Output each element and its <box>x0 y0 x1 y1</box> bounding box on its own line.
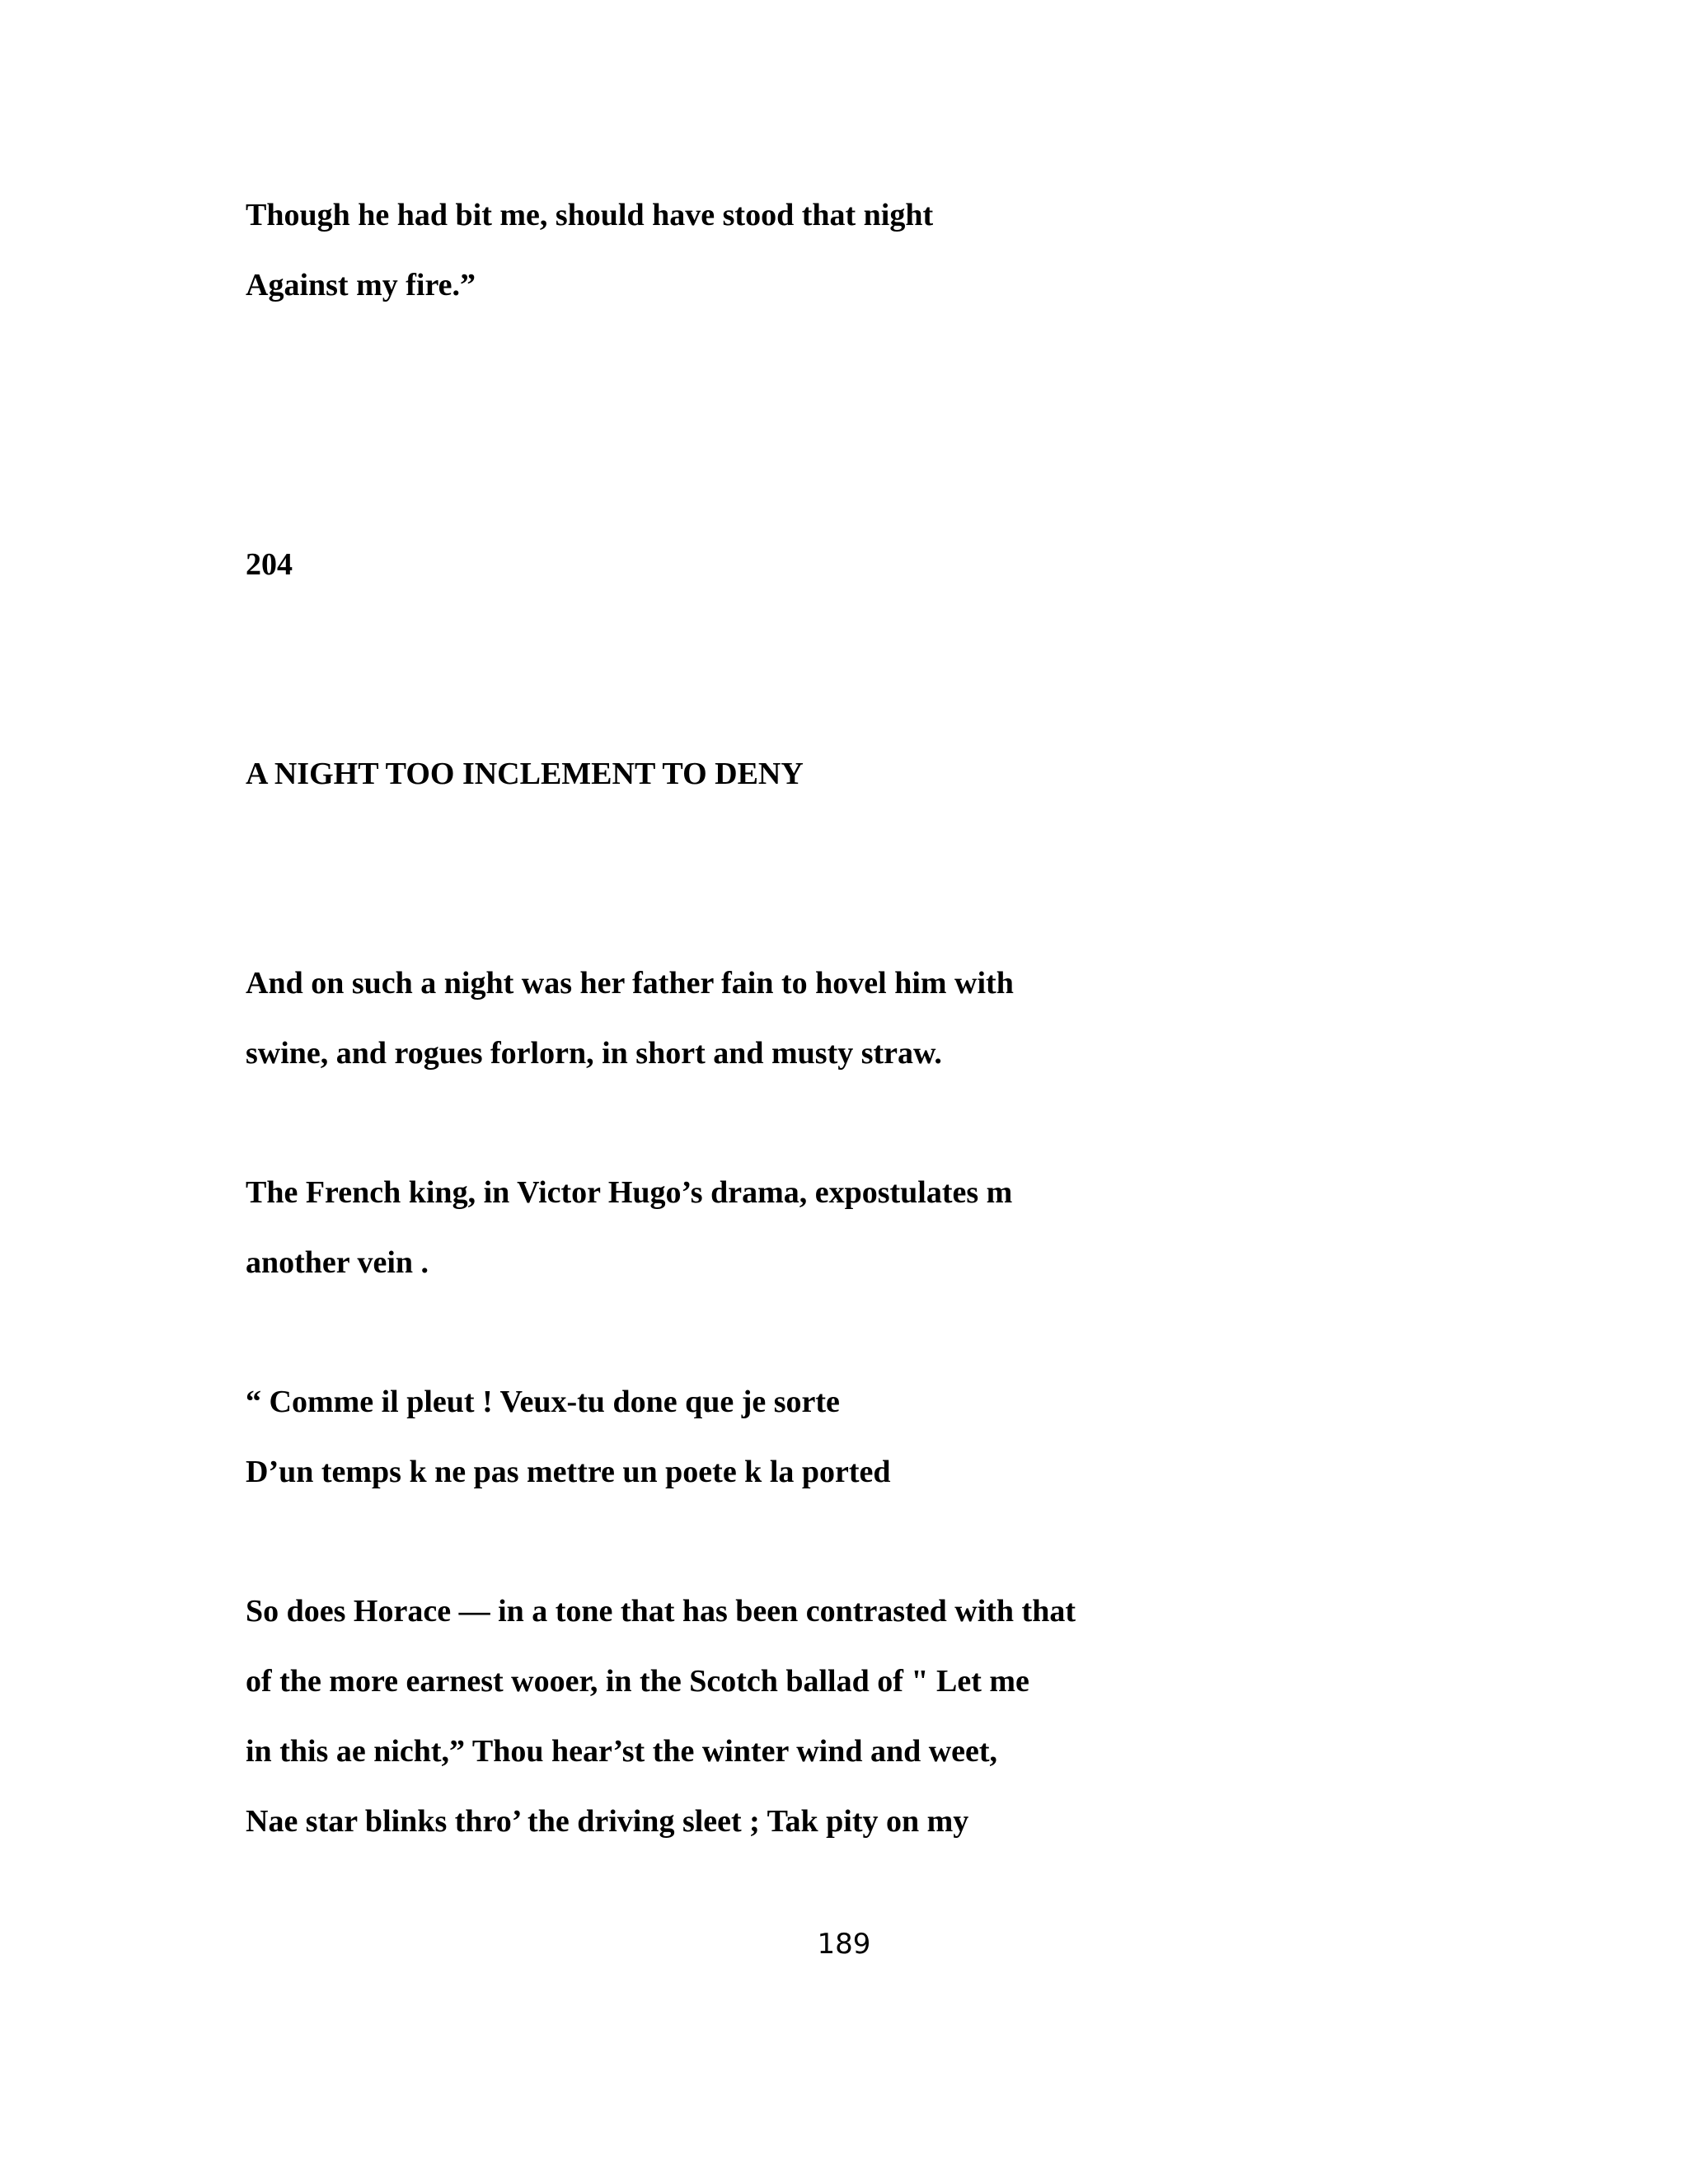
text-line: And on such a night was her father fain to hovel him with <box>246 966 1014 1001</box>
quote-line: D’un temps k ne pas mettre un poete k la ported <box>246 1455 891 1489</box>
text-line: swine, and rogues forlorn, in short and musty straw. <box>246 1036 942 1071</box>
text-line: of the more earnest wooer, in the Scotch ballad of " Let me <box>246 1664 1029 1699</box>
text-line: Nae star blinks thro’ the driving sleet ; Tak pity on my <box>246 1804 969 1839</box>
text-line: another vein . <box>246 1245 429 1280</box>
page-number: 189 <box>817 1928 871 1961</box>
section-heading: A NIGHT TOO INCLEMENT TO DENY <box>246 757 804 791</box>
section-number: 204 <box>246 547 293 582</box>
text-line: Though he had bit me, should have stood that night <box>246 198 934 232</box>
quote-line: “ Comme il pleut ! Veux-tu done que je sorte <box>246 1385 840 1419</box>
text-line: The French king, in Victor Hugo’s drama, expostulates m <box>246 1175 1013 1210</box>
text-line: in this ae nicht,” Thou hear’st the winter wind and weet, <box>246 1734 998 1769</box>
text-line: So does Horace — in a tone that has been contrasted with that <box>246 1594 1076 1629</box>
text-line: Against my fire.” <box>246 268 476 302</box>
